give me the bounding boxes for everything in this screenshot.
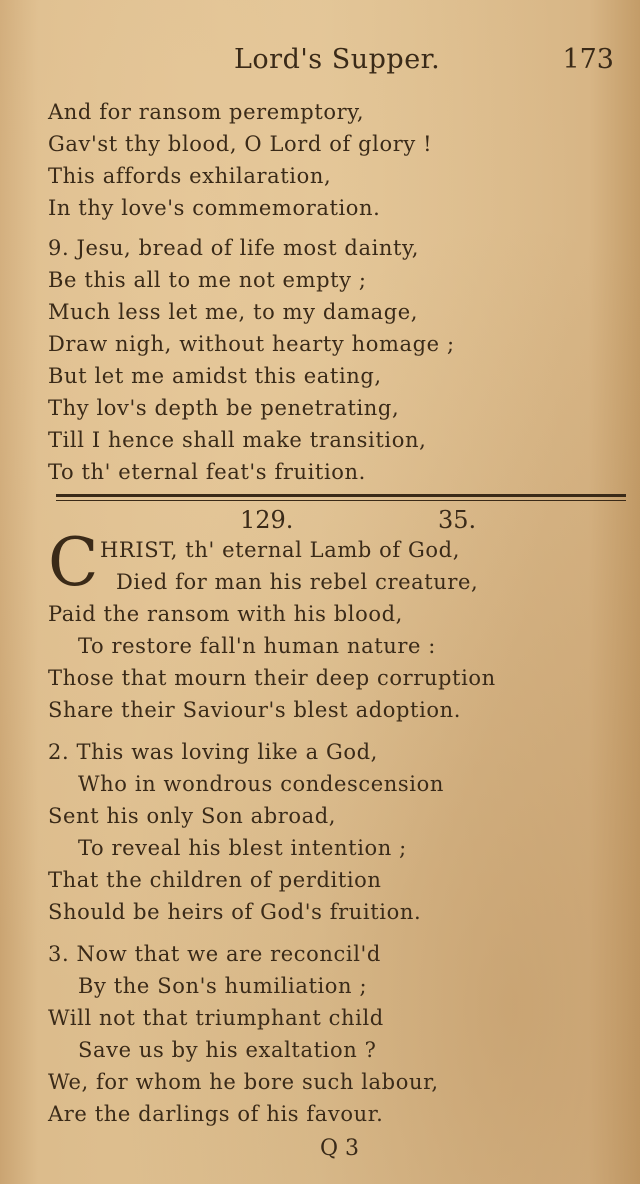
running-head: Lord's Supper. bbox=[234, 44, 441, 75]
verse-line: To reveal his blest intention ; bbox=[78, 836, 407, 860]
verse-line: Share their Saviour's blest adoption. bbox=[48, 698, 462, 722]
verse-line: Who in wondrous condescension bbox=[78, 772, 444, 796]
tune-number: 35. bbox=[438, 506, 477, 534]
divider-rule bbox=[56, 494, 626, 497]
divider-rule-thin bbox=[56, 500, 626, 501]
verse-line: By the Son's humiliation ; bbox=[78, 974, 368, 998]
verse-line: But let me amidst this eating, bbox=[48, 364, 382, 388]
signature-mark: Q 3 bbox=[320, 1136, 360, 1161]
verse-line: And for ransom peremptory, bbox=[48, 100, 365, 124]
page-number: 173 bbox=[562, 44, 614, 75]
verse-line: Died for man his rebel creature, bbox=[116, 570, 479, 594]
verse-line: Should be heirs of God's fruition. bbox=[48, 900, 422, 924]
verse-line: 2. This was loving like a God, bbox=[48, 740, 378, 764]
verse-line: Draw nigh, without hearty homage ; bbox=[48, 332, 455, 356]
verse-line: Paid the ransom with his blood, bbox=[48, 602, 403, 626]
verse-line: Will not that triumphant child bbox=[48, 1006, 384, 1030]
drop-cap: C bbox=[48, 524, 99, 601]
verse-line: Gav'st thy blood, O Lord of glory ! bbox=[48, 132, 433, 156]
hymn-number: 129. bbox=[240, 506, 294, 534]
verse-line: Thy lov's depth be penetrating, bbox=[48, 396, 400, 420]
verse-line: To restore fall'n human nature : bbox=[78, 634, 436, 658]
verse-line: 9. Jesu, bread of life most dainty, bbox=[48, 236, 419, 260]
verse-line: Be this all to me not empty ; bbox=[48, 268, 367, 292]
verse-line: Those that mourn their deep corruption bbox=[48, 666, 496, 690]
verse-line: Save us by his exaltation ? bbox=[78, 1038, 377, 1062]
verse-line: In thy love's commemoration. bbox=[48, 196, 381, 220]
verse-line: This affords exhilaration, bbox=[48, 164, 332, 188]
verse-line: Till I hence shall make transition, bbox=[48, 428, 427, 452]
verse-line: That the children of perdition bbox=[48, 868, 382, 892]
verse-line: 3. Now that we are reconcil'd bbox=[48, 942, 381, 966]
verse-line: HRIST, th' eternal Lamb of God, bbox=[100, 538, 460, 562]
verse-line: Sent his only Son abroad, bbox=[48, 804, 337, 828]
verse-line: We, for whom he bore such labour, bbox=[48, 1070, 439, 1094]
verse-line: Are the darlings of his favour. bbox=[48, 1102, 384, 1126]
verse-line: Much less let me, to my damage, bbox=[48, 300, 419, 324]
verse-line: To th' eternal feat's fruition. bbox=[48, 460, 366, 484]
